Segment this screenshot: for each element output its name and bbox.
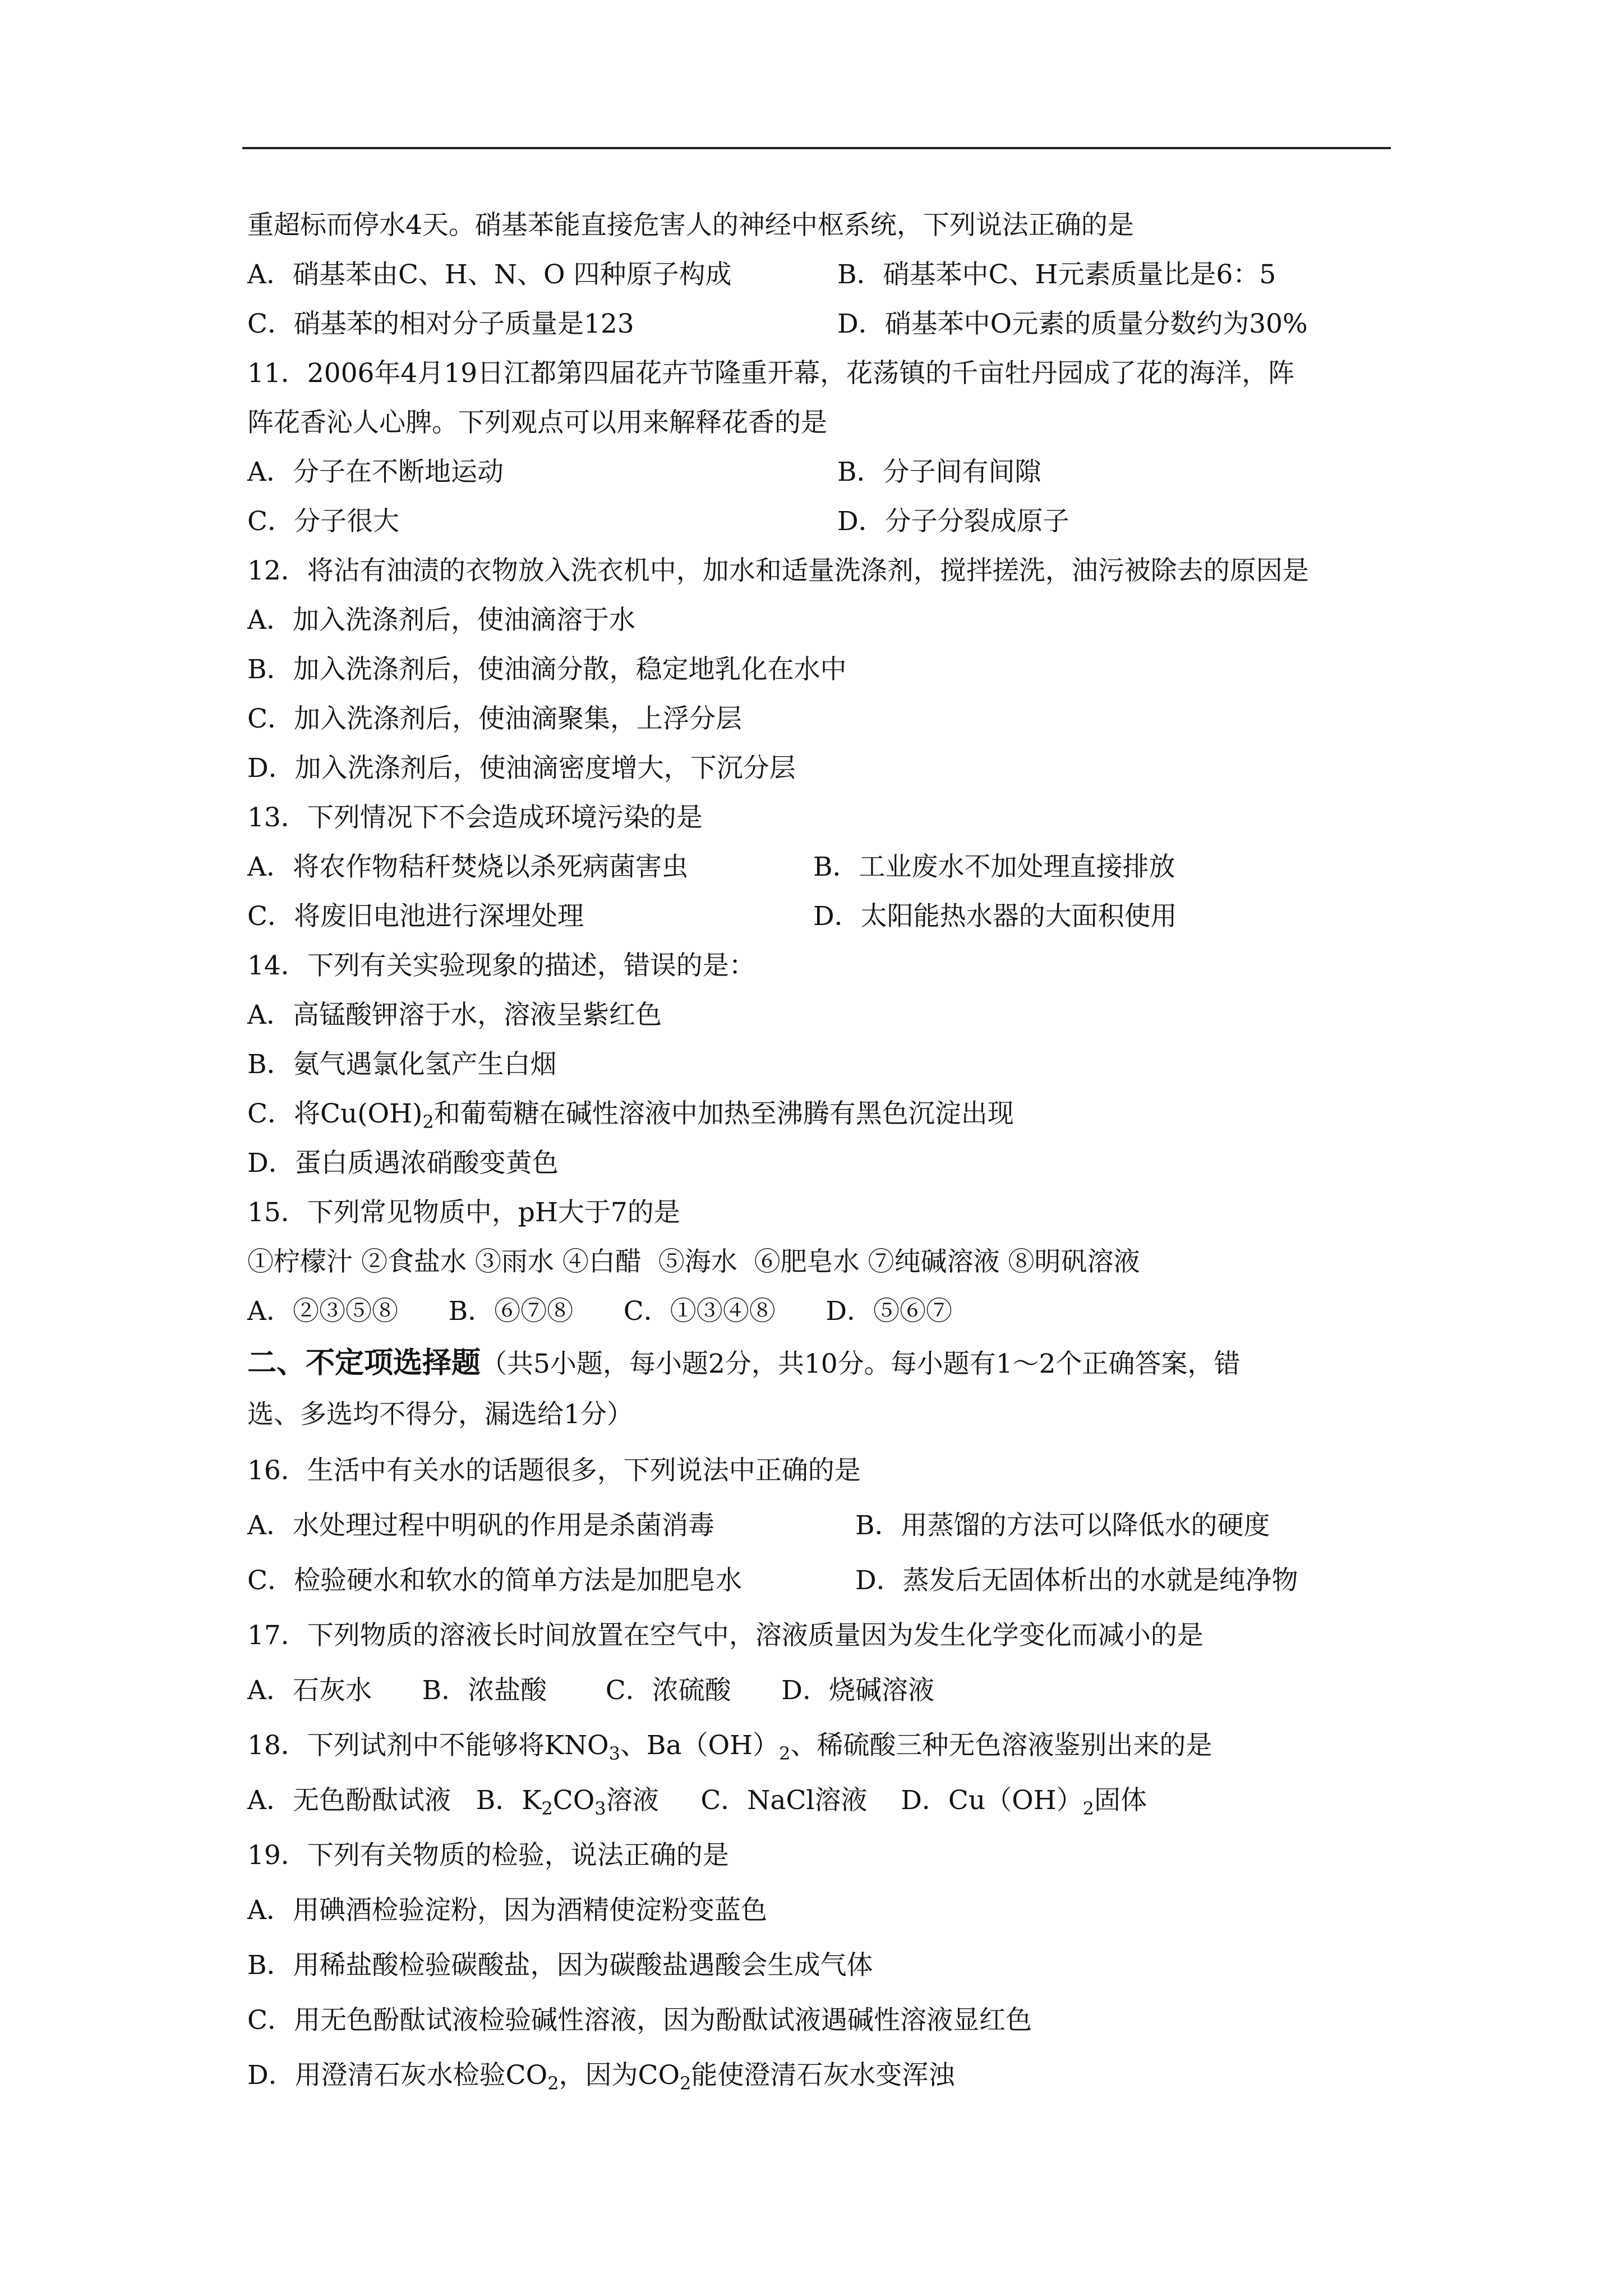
q19d-text-post: 能使澄清石灰水变浑浊 xyxy=(691,2060,955,2091)
q13-option-d: D．太阳能热水器的大面积使用 xyxy=(813,901,1177,932)
q11-stem-line2: 阵花香沁人心脾。下列观点可以用来解释花香的是 xyxy=(247,407,827,438)
q19-stem: 19．下列有关物质的检验，说法正确的是 xyxy=(247,1840,729,1871)
q12-stem: 12．将沾有油渍的衣物放入洗衣机中，加水和适量洗涤剂，搅拌搓洗，油污被除去的原因是 xyxy=(247,555,1309,586)
section2-heading-line xyxy=(247,1346,1240,1381)
q18-opt-c: 溶液 C．NaCl溶液 D．Cu（OH） xyxy=(606,1785,1083,1816)
q14-option-b: B．氨气遇氯化氢产生白烟 xyxy=(247,1049,557,1080)
q10-option-b: B．硝基苯中C、H元素质量比是6：5 xyxy=(837,259,1276,290)
q14-option-a: A．高锰酸钾溶于水，溶液呈紫红色 xyxy=(247,1000,662,1030)
q18-sub-kno3: 3 xyxy=(608,1743,620,1764)
q14c-text-pre: C．将Cu(OH) xyxy=(247,1098,423,1129)
q12-option-d: D．加入洗涤剂后，使油滴密度增大，下沉分层 xyxy=(247,753,796,784)
q18-sub-baoh2: 2 xyxy=(779,1743,791,1764)
q16-option-c: C．检验硬水和软水的简单方法是加肥皂水 xyxy=(247,1565,742,1596)
q10-option-d: D．硝基苯中O元素的质量分数约为30% xyxy=(837,309,1308,339)
q19-option-d xyxy=(247,2059,955,2092)
q14c-text-post: 和葡萄糖在碱性溶液中加热至沸腾有黑色沉淀出现 xyxy=(434,1098,1014,1129)
q15-options: A．②③⑤⑧ B．⑥⑦⑧ C．①③④⑧ D．⑤⑥⑦ xyxy=(247,1296,953,1327)
q16-option-b: B．用蒸馏的方法可以降低水的硬度 xyxy=(855,1510,1270,1541)
q18-stem xyxy=(247,1729,1212,1763)
q18-text-post: 、稀硫酸三种无色溶液鉴别出来的是 xyxy=(790,1730,1212,1761)
q14-option-d: D．蛋白质遇浓硝酸变黄色 xyxy=(247,1148,559,1179)
q14-stem: 14．下列有关实验现象的描述，错误的是： xyxy=(247,950,755,981)
q14-option-c xyxy=(247,1097,1014,1131)
q13-option-b: B．工业废水不加处理直接排放 xyxy=(813,852,1175,882)
q18-options xyxy=(247,1784,1147,1818)
q16-stem: 16．生活中有关水的话题很多，下列说法中正确的是 xyxy=(247,1455,861,1486)
q18-text-pre: 18．下列试剂中不能够将KNO xyxy=(247,1730,609,1761)
q15-items: ①柠檬汁 ②食盐水 ③雨水 ④白醋 ⑤海水 ⑥肥皂水 ⑦纯碱溶液 ⑧明矾溶液 xyxy=(247,1246,1140,1277)
q19d-sub2: 2 xyxy=(680,2073,691,2094)
header-rule xyxy=(242,147,1391,149)
section2-instructions: （共5小题，每小题2分，共10分。每小题有1～2个正确答案，错 xyxy=(481,1349,1241,1379)
q10-option-a: A．硝基苯由C、H、N、O 四种原子构成 xyxy=(247,259,732,290)
q19-option-a: A．用碘酒检验淀粉，因为酒精使淀粉变蓝色 xyxy=(247,1895,767,1926)
q18-opt-a: A．无色酚酞试液 B．K xyxy=(247,1785,542,1816)
q19-option-c: C．用无色酚酞试液检验碱性溶液，因为酚酞试液遇碱性溶液显红色 xyxy=(247,2005,1032,2036)
q15-stem: 15．下列常见物质中，pH大于7的是 xyxy=(247,1197,680,1228)
q11-option-d: D．分子分裂成原子 xyxy=(837,506,1069,537)
q18-opt-d: 固体 xyxy=(1094,1785,1147,1816)
q18-sub-co3: 3 xyxy=(594,1798,606,1819)
q18-sub-k2: 2 xyxy=(541,1798,553,1819)
q19d-text-pre: D．用澄清石灰水检验CO xyxy=(247,2060,548,2091)
q17-stem: 17．下列物质的溶液长时间放置在空气中，溶液质量因为发生化学变化而减小的是 xyxy=(247,1620,1204,1651)
q18-sub-cuoh2: 2 xyxy=(1082,1798,1094,1819)
q18-text-mid: 、Ba（OH） xyxy=(620,1730,780,1761)
q13-option-c: C．将废旧电池进行深埋处理 xyxy=(247,901,584,932)
q16-option-a: A．水处理过程中明矾的作用是杀菌消毒 xyxy=(247,1510,714,1541)
q11-option-b: B．分子间有间隙 xyxy=(837,457,1041,487)
q11-stem-line1: 11．2006年4月19日江都第四届花卉节隆重开幕，花荡镇的千亩牡丹园成了花的海洋，阵 xyxy=(247,358,1295,389)
q16-option-d: D．蒸发后无固体析出的水就是纯净物 xyxy=(855,1565,1298,1596)
q12-option-b: B．加入洗涤剂后，使油滴分散，稳定地乳化在水中 xyxy=(247,654,847,685)
q12-option-c: C．加入洗涤剂后，使油滴聚集，上浮分层 xyxy=(247,703,742,734)
q10-stem-line: 重超标而停水4天。硝基苯能直接危害人的神经中枢系统，下列说法正确的是 xyxy=(247,210,1134,241)
q18-opt-b: CO xyxy=(552,1785,595,1816)
q14c-subscript: 2 xyxy=(422,1111,434,1133)
q13-stem: 13．下列情况下不会造成环境污染的是 xyxy=(247,802,703,833)
q12-option-a: A．加入洗涤剂后，使油滴溶于水 xyxy=(247,605,635,636)
q11-option-a: A．分子在不断地运动 xyxy=(247,457,504,487)
section2-instructions-cont: 选、多选均不得分，漏选给1分） xyxy=(247,1399,633,1430)
q17-options: A．石灰水 B．浓盐酸 C．浓硫酸 D．烧碱溶液 xyxy=(247,1675,934,1706)
q13-option-a: A．将农作物秸秆焚烧以杀死病菌害虫 xyxy=(247,852,688,882)
q11-option-c: C．分子很大 xyxy=(247,506,399,537)
q10-option-c: C．硝基苯的相对分子质量是123 xyxy=(247,309,634,339)
section2-title: 二、不定项选择题 xyxy=(247,1346,481,1380)
q19-option-b: B．用稀盐酸检验碳酸盐，因为碳酸盐遇酸会生成气体 xyxy=(247,1950,873,1981)
q19d-sub1: 2 xyxy=(547,2073,559,2094)
q19d-text-mid: ，因为CO xyxy=(559,2060,680,2091)
